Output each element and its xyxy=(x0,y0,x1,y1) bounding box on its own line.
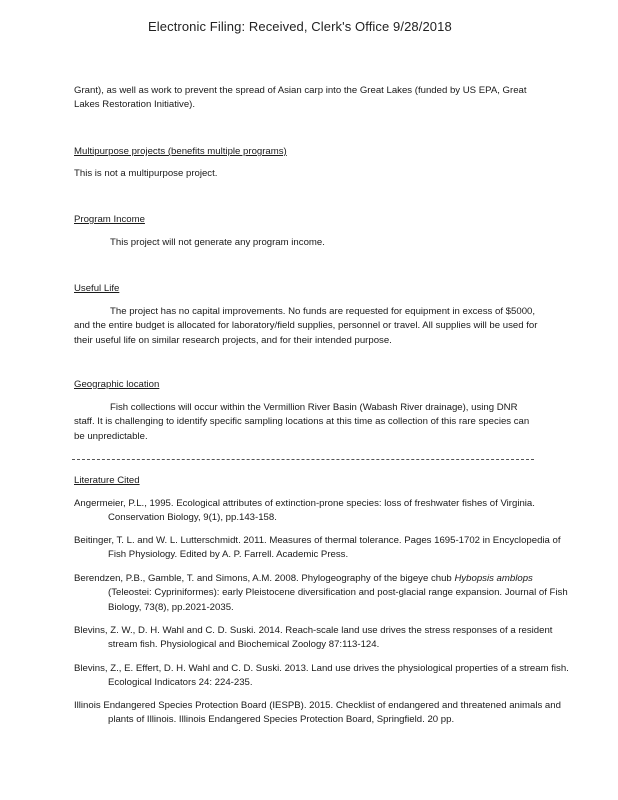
reference-item: Blevins, Z., E. Effert, D. H. Wahl and C. D. Suski. 2013. Land use drives the physiological properties of a stream fish. Ecological Indicators 24: 224-235. xyxy=(74,663,569,689)
reference-item xyxy=(74,572,574,615)
reference-item: Angermeier, P.L., 1995. Ecological attributes of extinction-prone species: loss of freshwater fishes of Virginia. Conservation Biology, 9(1), pp.143-158. xyxy=(74,498,535,524)
program-income-heading: Program Income xyxy=(74,214,145,225)
program-income-body: This project will not generate any program income. xyxy=(110,237,325,248)
geographic-location-body: Fish collections will occur within the Vermillion River Basin (Wabash River drainage), using DNR staff. It is challenging to identify specific sampling locations at this time as collection of this rare species can be unpredictable. xyxy=(74,402,530,442)
continuation-paragraph: Grant), as well as work to prevent the spread of Asian carp into the Great Lakes (funded by US EPA, Great Lakes Restoration Initiative). xyxy=(74,85,527,111)
reference-item: Illinois Endangered Species Protection Board (IESPB). 2015. Checklist of endangered and threatened animals and plants of Illinois. Illinois Endangered Species Protection Board, Springfield. 20 pp. xyxy=(74,700,561,726)
filing-stamp: Electronic Filing: Received, Clerk's Office 9/28/2018 xyxy=(148,19,452,34)
species-name: Hybopsis amblops xyxy=(454,573,533,584)
geographic-location-heading: Geographic location xyxy=(74,379,160,390)
reference-item: Beitinger, T. L. and W. L. Lutterschmidt. 2011. Measures of thermal tolerance. Pages 1695-1702 in Encyclopedia of Fish Physiology. Edited by A. P. Farrell. Academic Press. xyxy=(74,535,561,561)
multipurpose-body: This is not a multipurpose project. xyxy=(74,168,218,179)
useful-life-heading: Useful Life xyxy=(74,283,120,294)
literature-heading: Literature Cited xyxy=(74,475,140,486)
page-break-rule xyxy=(72,459,534,460)
reference-text: Berendzen, P.B., Gamble, T. and Simons, A.M. 2008. Phylogeography of the bigeye chub xyxy=(74,573,455,584)
useful-life-body: The project has no capital improvements. No funds are requested for equipment in excess of $5000, and the entire budget is allocated for laboratory/field supplies, personnel or travel. All supplies will be used for their useful life on similar research projects, and for their intended purpose. xyxy=(74,306,538,346)
multipurpose-heading: Multipurpose projects (benefits multiple programs) xyxy=(74,146,287,157)
reference-text: (Teleostei: Cypriniformes): early Pleistocene diversification and post-glacial range expansion. Journal of Fish Biology, 73(8), pp.2021-2035. xyxy=(108,587,568,613)
reference-item: Blevins, Z. W., D. H. Wahl and C. D. Suski. 2014. Reach-scale land use drives the stress responses of a resident stream fish. Physiological and Biochemical Zoology 87:113-124. xyxy=(74,625,553,651)
